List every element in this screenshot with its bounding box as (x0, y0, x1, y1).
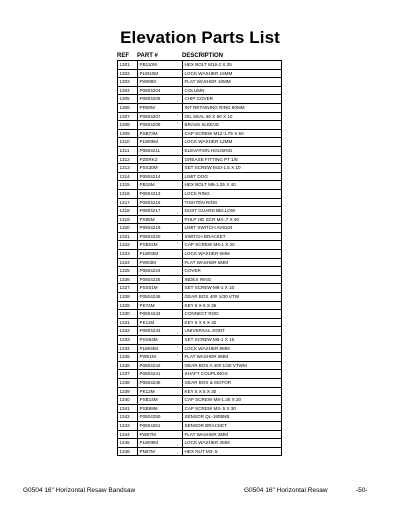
part-number-cell: P0504214 (138, 172, 183, 181)
description-cell: FLAT WASHER 16MM (183, 78, 282, 87)
ref-cell: 1318 (118, 207, 138, 216)
ref-cell: 1330 (118, 310, 138, 319)
ref-cell: 1336 (118, 361, 138, 370)
table-row (118, 241, 282, 250)
parts-table-header (117, 52, 282, 60)
ref-cell: 1324 (118, 258, 138, 267)
table-row (118, 421, 282, 430)
description-cell: SENSOR QL-1805NB (183, 413, 282, 422)
table-row (118, 103, 282, 112)
part-number-cell: P0504211 (138, 146, 183, 155)
table-row (118, 155, 282, 164)
part-number-cell: P0504243 (138, 327, 183, 336)
part-number-cell: P0504244 (138, 310, 183, 319)
description-cell: COLUMN (183, 86, 282, 95)
table-row (118, 164, 282, 173)
part-number-cell: P0504241 (138, 370, 183, 379)
table-row (118, 275, 282, 284)
description-cell: COVER (183, 267, 282, 276)
ref-cell: 1337 (118, 370, 138, 379)
description-cell: SHAFT COUPLINGS (183, 370, 282, 379)
description-cell: CAP SCREW M6-1 X 20 (183, 241, 282, 250)
ref-cell: 1331 (118, 318, 138, 327)
description-cell: CAP SCREW M3-.5 X 30 (183, 404, 282, 413)
part-number-cell: PW03M (138, 258, 183, 267)
description-cell: LOCK WASHER 16MM (183, 69, 282, 78)
part-number-cell: PN07M (138, 447, 183, 456)
table-row (118, 361, 282, 370)
table-row (118, 224, 282, 233)
ref-cell: 1302 (118, 69, 138, 78)
description-cell: HEX NUT M3-.5 (183, 447, 282, 456)
table-row (118, 413, 282, 422)
table-row (118, 301, 282, 310)
ref-cell: 1315 (118, 181, 138, 190)
table-row (118, 396, 282, 405)
description-cell: DUST GUARD BELLOW (183, 207, 282, 216)
description-cell: TIGHTEN RING (183, 198, 282, 207)
part-number-cell: PK12M (138, 387, 183, 396)
ref-cell: 1320 (118, 224, 138, 233)
header-description: DESCRIPTION (182, 53, 224, 59)
part-number-cell: PK11M (138, 318, 183, 327)
ref-cell: 1312 (118, 155, 138, 164)
description-cell: SET SCREW M6-1 X 15 (183, 336, 282, 345)
ref-cell: 1325 (118, 267, 138, 276)
parts-list (117, 52, 282, 456)
description-cell: CAP SCREW M12-1.75 X 50 (183, 129, 282, 138)
part-number-cell: PB110M (138, 61, 183, 70)
table-row (118, 284, 282, 293)
description-cell: GEAR BOX & MOTOR (183, 378, 282, 387)
description-cell: SET SCREW M10-1.5 X 10 (183, 164, 282, 173)
ref-cell: 1328 (118, 293, 138, 302)
table-row (118, 318, 282, 327)
description-cell: OIL SEAL 60 X 80 X 10 (183, 112, 282, 121)
ref-cell: 1332 (118, 327, 138, 336)
ref-cell: 1310 (118, 138, 138, 147)
part-number-cell: P0504204 (138, 86, 183, 95)
description-cell: FLAT WASHER 3MM (183, 430, 282, 439)
ref-cell: 1322 (118, 241, 138, 250)
description-cell: ELEVATION HOUSING (183, 146, 282, 155)
part-number-cell: PSB02M (138, 241, 183, 250)
table-row (118, 370, 282, 379)
table-row (118, 207, 282, 216)
table-row (118, 172, 282, 181)
description-cell: LOCK RING (183, 189, 282, 198)
table-row (118, 336, 282, 345)
ref-cell: 1345 (118, 439, 138, 448)
ref-cell: 1346 (118, 447, 138, 456)
part-number-cell: P0504205 (138, 95, 183, 104)
ref-cell: 1317 (118, 198, 138, 207)
table-row (118, 198, 282, 207)
ref-cell: 1316 (118, 189, 138, 198)
ref-cell: 1333 (118, 336, 138, 345)
table-row (118, 189, 282, 198)
table-row (118, 447, 282, 456)
part-number-cell: P0504216 (138, 198, 183, 207)
ref-cell: 1319 (118, 215, 138, 224)
description-cell: LIMIT SWITCH AV8104 (183, 224, 282, 233)
table-row (118, 250, 282, 259)
part-number-cell: PR50M (138, 103, 183, 112)
ref-cell: 1301 (118, 61, 138, 70)
parts-table (117, 60, 282, 456)
part-number-cell: PW08M (138, 78, 183, 87)
description-cell: HEX BOLT M8-1.25 X 40 (183, 181, 282, 190)
part-number-cell: PLW10M (138, 69, 183, 78)
ref-cell: 1342 (118, 413, 138, 422)
description-cell: FLAT WASHER 6MM (183, 258, 282, 267)
part-number-cell: P0504217 (138, 207, 183, 216)
part-number-cell: P0504220 (138, 232, 183, 241)
table-row (118, 344, 282, 353)
ref-cell: 1313 (118, 164, 138, 173)
description-cell: SET SCREW M6-1 X 10 (183, 284, 282, 293)
table-row (118, 215, 282, 224)
table-row (118, 61, 282, 70)
part-number-cell: P0504235 (138, 378, 183, 387)
description-cell: CONNECT ROD (183, 310, 282, 319)
table-row (118, 86, 282, 95)
description-cell: GEAR BOX 40# 1/30 VTW (183, 293, 282, 302)
part-number-cell: PSS30M (138, 164, 183, 173)
header-ref: REF (117, 53, 129, 59)
description-cell: GEAR BOX A 40# 1/30 VTWM (183, 361, 282, 370)
ref-cell: 1344 (118, 430, 138, 439)
part-number-cell: PSB99M (138, 404, 183, 413)
part-number-cell: PSB14M (138, 396, 183, 405)
part-number-cell: P0504213 (138, 189, 183, 198)
ref-cell: 1343 (118, 421, 138, 430)
ref-cell: 1338 (118, 378, 138, 387)
part-number-cell: PK74M (138, 301, 183, 310)
ref-cell: 1308 (118, 121, 138, 130)
page-number: -50- (356, 487, 368, 494)
description-cell: LOCK WASHER 6MM (183, 250, 282, 259)
ref-cell: 1334 (118, 344, 138, 353)
description-cell: BRASS SLEEVE (183, 121, 282, 130)
part-number-cell: P0504250 (138, 413, 183, 422)
part-number-cell: PLW09M (138, 439, 183, 448)
ref-cell: 1326 (118, 275, 138, 284)
part-number-cell: PW07M (138, 430, 183, 439)
table-row (118, 378, 282, 387)
footer-left: G0504 16" Horizontal Resaw Bandsaw (23, 487, 136, 494)
table-row (118, 112, 282, 121)
table-row (118, 353, 282, 362)
table-row (118, 387, 282, 396)
part-number-cell: P0504207 (138, 112, 183, 121)
description-cell: INDEX RING (183, 275, 282, 284)
ref-cell: 1309 (118, 129, 138, 138)
table-row (118, 439, 282, 448)
ref-cell: 1323 (118, 250, 138, 259)
part-number-cell: PSS01M (138, 284, 183, 293)
description-cell: FLAT WASHER 8MM (183, 353, 282, 362)
ref-cell: 1341 (118, 404, 138, 413)
table-row (118, 232, 282, 241)
description-cell: INT RETAINING RING 80MM (183, 103, 282, 112)
table-row (118, 430, 282, 439)
parts-table-body (118, 61, 282, 456)
table-row (118, 293, 282, 302)
description-cell: CAP SCREW M8-1.25 X 20 (183, 396, 282, 405)
description-cell: LOCK WASHER 12MM (183, 138, 282, 147)
page-title: Elevation Parts List (120, 28, 280, 47)
part-number-cell: P0504245 (138, 293, 183, 302)
ref-cell: 1321 (118, 232, 138, 241)
ref-cell: 1339 (118, 387, 138, 396)
ref-cell: 1311 (118, 146, 138, 155)
description-cell: LOCK WASHER 3MM (183, 439, 282, 448)
ref-cell: 1327 (118, 284, 138, 293)
description-cell: GREASE FITTING PT 1/8 (183, 155, 282, 164)
table-row (118, 404, 282, 413)
ref-cell: 1305 (118, 95, 138, 104)
part-number-cell: PZERK2 (138, 155, 183, 164)
ref-cell: 1335 (118, 353, 138, 362)
table-row (118, 181, 282, 190)
description-cell: UNIVERSAL JOINT (183, 327, 282, 336)
part-number-cell: P0504225 (138, 275, 183, 284)
table-row (118, 267, 282, 276)
header-part-number: PART # (137, 53, 158, 59)
table-row (118, 138, 282, 147)
part-number-cell: PLW03M (138, 250, 183, 259)
ref-cell: 1303 (118, 78, 138, 87)
description-cell: KEY 5 X 5 X 30 (183, 387, 282, 396)
description-cell: HEX BOLT M16-2 X 25 (183, 61, 282, 70)
table-row (118, 310, 282, 319)
description-cell: LOCK WASHER 8MM (183, 344, 282, 353)
description-cell: KEY 6 X 6 X 35 (183, 301, 282, 310)
part-number-cell: P0504242 (138, 361, 183, 370)
part-number-cell: P0504224 (138, 267, 183, 276)
ref-cell: 1340 (118, 396, 138, 405)
part-number-cell: PW01M (138, 353, 183, 362)
ref-cell: 1304 (118, 86, 138, 95)
footer-right: G0504 16" Horizontal Resaw (244, 487, 328, 494)
part-number-cell: PS65M (138, 215, 183, 224)
description-cell: PHLP HD SCR M4-.7 X 40 (183, 215, 282, 224)
part-number-cell: PSB73M (138, 129, 183, 138)
table-row (118, 129, 282, 138)
part-number-cell: PLW05M (138, 138, 183, 147)
part-number-cell: PB15M (138, 181, 183, 190)
ref-cell: 1314 (118, 172, 138, 181)
table-row (118, 121, 282, 130)
table-row (118, 327, 282, 336)
table-row (118, 146, 282, 155)
description-cell: LIMIT DOG (183, 172, 282, 181)
part-number-cell: PLW04M (138, 344, 183, 353)
table-row (118, 69, 282, 78)
table-row (118, 78, 282, 87)
ref-cell: 1307 (118, 112, 138, 121)
description-cell: CHIP COVER (183, 95, 282, 104)
part-number-cell: P0504219 (138, 224, 183, 233)
part-number-cell: PSS64M (138, 336, 183, 345)
description-cell: SENSOR BRACKET (183, 421, 282, 430)
part-number-cell: P0504251 (138, 421, 183, 430)
table-row (118, 258, 282, 267)
ref-cell: 1306 (118, 103, 138, 112)
description-cell: SWITCH BRACKET (183, 232, 282, 241)
ref-cell: 1329 (118, 301, 138, 310)
part-number-cell: P0504208 (138, 121, 183, 130)
description-cell: KEY 6 X 6 X 40 (183, 318, 282, 327)
table-row (118, 95, 282, 104)
